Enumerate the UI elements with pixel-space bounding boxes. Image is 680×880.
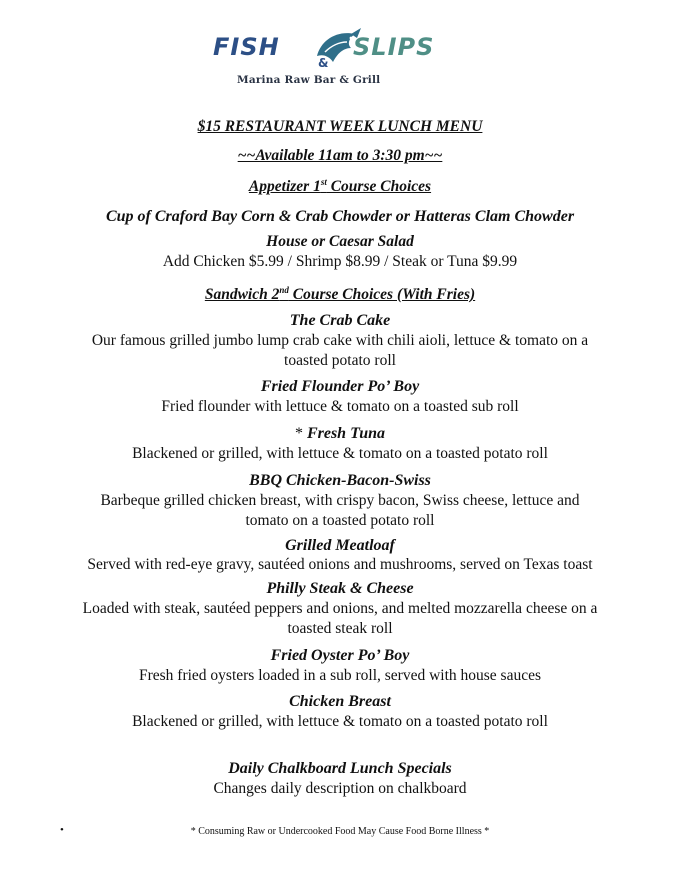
- sandwich-name: Chicken Breast: [289, 693, 391, 710]
- sandwich-name: Grilled Meatloaf: [285, 537, 395, 554]
- logo-word-slips: SLIPS: [353, 33, 435, 61]
- availability-line: ~~Available 11am to 3:30 pm~~: [237, 147, 443, 164]
- salad-choice: House or Caesar Salad: [266, 233, 414, 250]
- appetizer-heading: [0, 178, 680, 196]
- sandwich-name-prefix: *: [294, 425, 307, 442]
- specials-title: Daily Chalkboard Lunch Specials: [228, 760, 452, 777]
- chowder-choice: Cup of Craford Bay Corn & Crab Chowder or Hatteras Clam Chowder: [105, 208, 575, 225]
- sandwich-desc: Loaded with steak, sautéed peppers and onions, and melted mozzarella cheese on a: [82, 600, 598, 617]
- bullet-marker: •: [60, 824, 64, 836]
- sandwich-heading-sup: nd: [279, 285, 289, 295]
- sandwich-desc: tomato on a toasted potato roll: [245, 512, 435, 529]
- sandwich-name: Philly Steak & Cheese: [266, 580, 414, 597]
- menu-title: $15 RESTAURANT WEEK LUNCH MENU: [197, 118, 483, 135]
- sandwich-name: [0, 425, 680, 443]
- logo-ampersand: &: [318, 56, 329, 70]
- sandwich-name-text: Fresh Tuna: [306, 425, 386, 442]
- specials-desc: Changes daily description on chalkboard: [213, 780, 467, 797]
- appetizer-heading-pre: Appetizer 1: [248, 178, 321, 195]
- sandwich-name: The Crab Cake: [289, 312, 391, 329]
- sandwich-desc: Blackened or grilled, with lettuce & tomato on a toasted potato roll: [132, 445, 548, 462]
- salad-addons: Add Chicken $5.99 / Shrimp $8.99 / Steak or Tuna $9.99: [162, 253, 518, 270]
- sandwich-name: Fried Flounder Po’ Boy: [260, 378, 420, 395]
- appetizer-heading-sup: st: [320, 177, 327, 187]
- sandwich-desc: Blackened or grilled, with lettuce & tomato on a toasted potato roll: [132, 713, 548, 730]
- sandwich-desc: Fried flounder with lettuce & tomato on a toasted sub roll: [161, 398, 519, 415]
- sandwich-heading: [0, 286, 680, 304]
- sandwich-name: Fried Oyster Po’ Boy: [270, 647, 410, 664]
- sandwich-desc: Served with red-eye gravy, sautéed onions and mushrooms, served on Texas toast: [87, 556, 593, 573]
- sandwich-desc: Our famous grilled jumbo lump crab cake with chili aioli, lettuce & tomato on a: [91, 332, 589, 349]
- raw-food-warning: * Consuming Raw or Undercooked Food May Cause Food Borne Illness *: [190, 826, 490, 837]
- sandwich-name: BBQ Chicken-Bacon-Swiss: [249, 472, 431, 489]
- sandwich-desc: toasted steak roll: [287, 620, 393, 637]
- sandwich-heading-post: Course Choices (With Fries): [288, 286, 476, 303]
- sandwich-desc: toasted potato roll: [284, 352, 396, 369]
- logo-tagline: Marina Raw Bar & Grill: [237, 74, 381, 86]
- sandwich-desc: Fresh fried oysters loaded in a sub roll, served with house sauces: [138, 667, 542, 684]
- sandwich-desc: Barbeque grilled chicken breast, with crispy bacon, Swiss cheese, lettuce and: [100, 492, 580, 509]
- appetizer-heading-post: Course Choices: [326, 178, 432, 195]
- logo-word-fish: FISH: [213, 33, 280, 61]
- sandwich-heading-pre: Sandwich 2: [204, 286, 280, 303]
- restaurant-logo: [205, 26, 485, 96]
